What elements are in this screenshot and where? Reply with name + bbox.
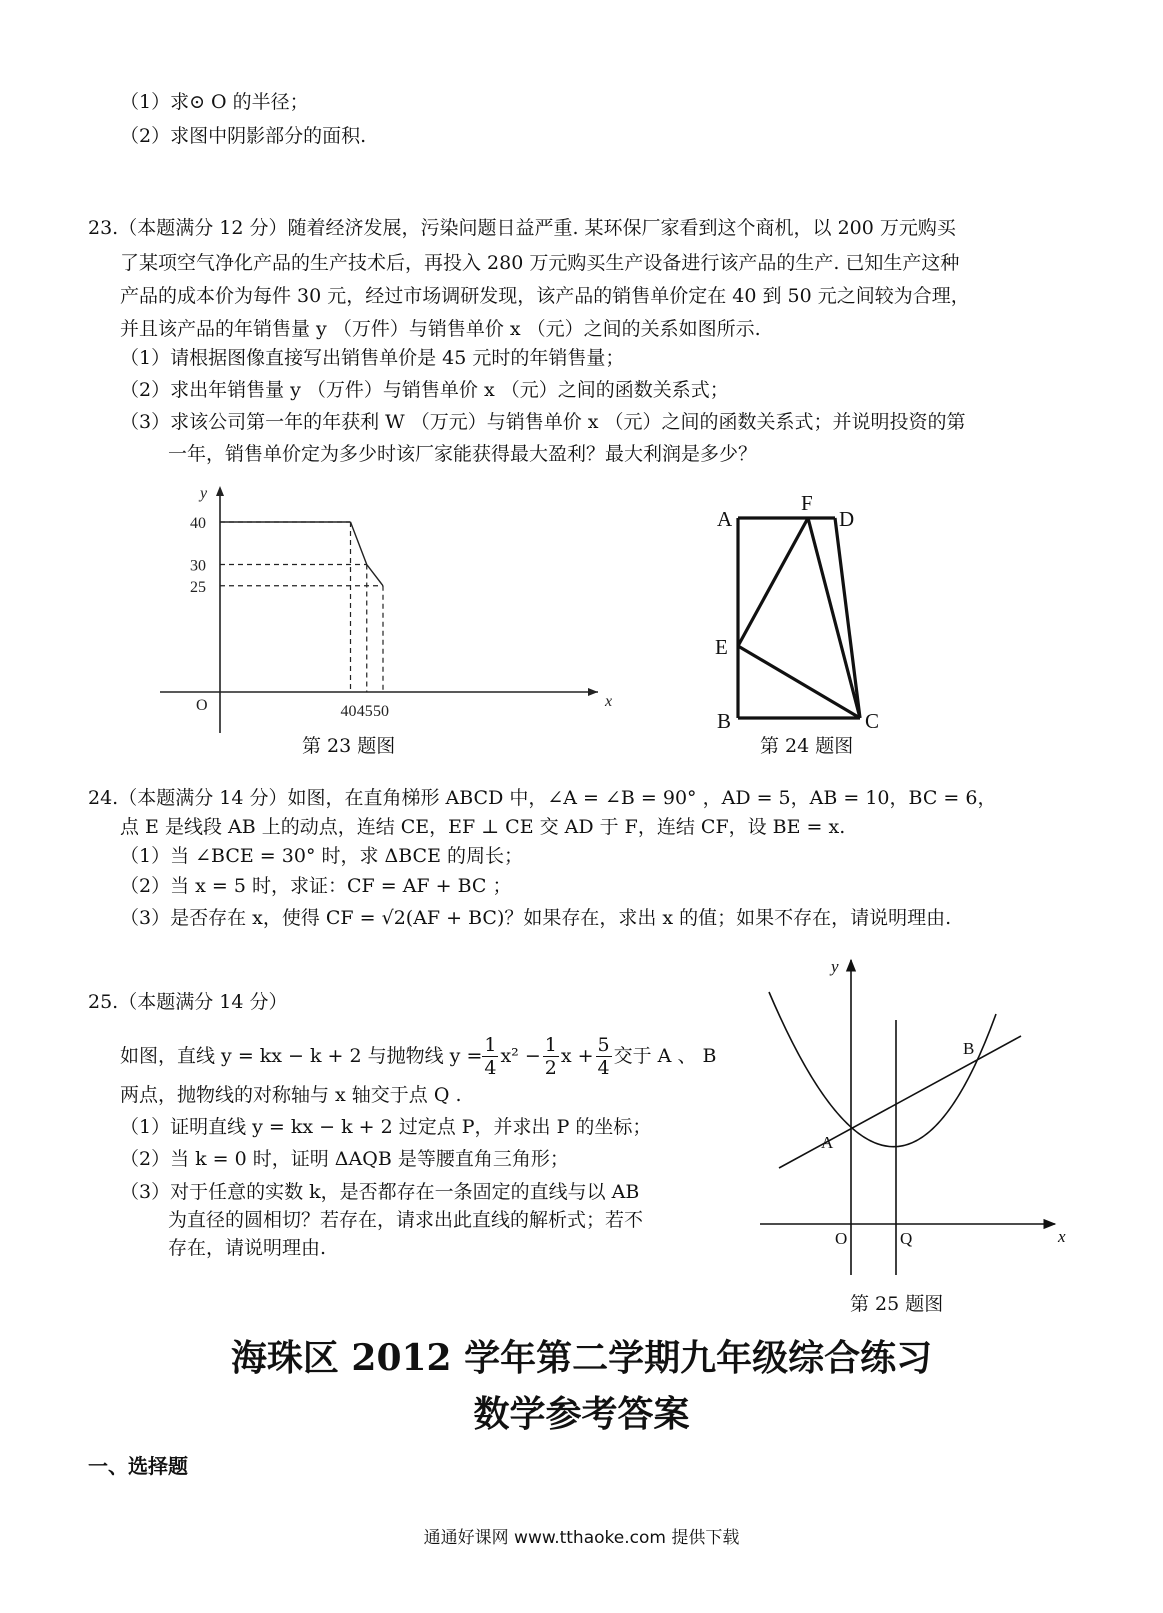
- label-d: D: [839, 507, 855, 531]
- q23-sub1: （1）请根据图像直接写出销售单价是 45 元时的年销售量；: [120, 347, 625, 369]
- q23-chart: [150, 478, 630, 738]
- q24-figure: [705, 488, 905, 738]
- label-y: y: [831, 957, 839, 976]
- fraction-1-2: $\frac{1}{2}$: [544, 1033, 557, 1079]
- label-a: A: [717, 507, 733, 531]
- q25-sub3b: 为直径的圆相切？若存在，请求出此直线的解析式；若不: [168, 1209, 644, 1231]
- q24-sub3: （3）是否存在 x，使得 CF = √2(AF + BC)？如果存在，求出 x 的值；如果不存在，请说明理由.: [120, 907, 952, 929]
- q24-line1: 24.（本题满分 14 分）如图，在直角梯形 ABCD 中，∠A = ∠B = 90° ，AD = 5，AB = 10，BC = 6，: [88, 787, 997, 809]
- q22-sub1: （1）求⊙ O 的半径；: [120, 91, 309, 113]
- q24-sub1: （1）当 ∠BCE = 30° 时，求 ΔBCE 的周长；: [120, 845, 524, 867]
- x-tick-45: 45: [356, 703, 373, 720]
- x-tick-40: 40: [340, 703, 357, 720]
- section-heading: 一、选择题: [88, 1454, 188, 1478]
- q25-sub3a: （3）对于任意的实数 k，是否都存在一条固定的直线与以 AB: [120, 1181, 640, 1203]
- q25-line2: 两点，抛物线的对称轴与 x 轴交于点 Q .: [120, 1084, 462, 1106]
- line-ab: [779, 1036, 1021, 1168]
- label-b: B: [963, 1039, 975, 1058]
- label-x: x: [1058, 1227, 1066, 1246]
- q22-sub2: （2）求图中阴影部分的面积.: [120, 125, 367, 147]
- label-a: A: [821, 1133, 834, 1152]
- q25-term2: x +: [560, 1045, 594, 1067]
- y-tick-30: 30: [190, 557, 206, 575]
- answer-title-2: 数学参考答案: [473, 1393, 690, 1435]
- label-e: E: [715, 635, 728, 659]
- q23-line3: 产品的成本价为每件 30 元，经过市场调研发现，该产品的销售单价定在 40 到 50 元之间较为合理，: [120, 285, 970, 307]
- segment-dc: [835, 518, 860, 718]
- q23-caption: 第 23 题图: [302, 735, 396, 757]
- q25-sub3c: 存在，请说明理由.: [168, 1237, 327, 1259]
- q25-intro-b: 交于 A 、 B: [613, 1045, 717, 1067]
- x-tick-50: 50: [373, 703, 389, 720]
- q23-sub3a: （3）求该公司第一年的年获利 W （万元）与销售单价 x （元）之间的函数关系式；并说明投资的第: [120, 411, 966, 433]
- segment-fc: [808, 518, 860, 718]
- parabola: [769, 992, 996, 1147]
- q25-intro-a: 如图，直线 y = kx − k + 2 与抛物线 y =: [120, 1045, 483, 1067]
- segment-ef: [738, 518, 808, 646]
- fraction-1-4: $\frac{1}{4}$: [484, 1033, 497, 1079]
- q24-line2: 点 E 是线段 AB 上的动点，连结 CE，EF ⊥ CE 交 AD 于 F，连结 CF，设 BE = x.: [120, 816, 846, 838]
- q25-intro: [120, 1030, 716, 1082]
- y-tick-25: 25: [190, 578, 206, 596]
- q25-term1: x² −: [500, 1045, 541, 1067]
- q25-figure: [755, 950, 1075, 1280]
- segment-ec: [738, 646, 860, 718]
- fraction-5-4: $\frac{5}{4}$: [597, 1033, 610, 1079]
- label-o: O: [835, 1229, 848, 1248]
- label-b: B: [717, 709, 732, 733]
- label-c: C: [865, 709, 880, 733]
- label-q: Q: [900, 1229, 913, 1248]
- q23-line1: 23.（本题满分 12 分）随着经济发展，污染问题日益严重. 某环保厂家看到这个商机，以 200 万元购买: [88, 217, 956, 239]
- y-axis-label: y: [200, 485, 208, 502]
- q23-sub2: （2）求出年销售量 y （万件）与销售单价 x （元）之间的函数关系式；: [120, 379, 729, 401]
- footer: 通通好课网 www.tthaoke.com 提供下载: [423, 1528, 740, 1548]
- y-axis-arrow: [216, 486, 224, 496]
- label-f: F: [801, 491, 813, 515]
- q25-sub1: （1）证明直线 y = kx − k + 2 过定点 P，并求出 P 的坐标；: [120, 1116, 652, 1138]
- q24-caption: 第 24 题图: [760, 735, 854, 757]
- q23-sub3b: 一年，销售单价定为多少时该厂家能获得最大盈利？最大利润是多少？: [168, 443, 758, 465]
- q25-sub2: （2）当 k = 0 时，证明 ΔAQB 是等腰直角三角形；: [120, 1148, 569, 1170]
- answer-title-1: 海珠区 2012 学年第二学期九年级综合练习: [230, 1337, 933, 1379]
- q23-line2: 了某项空气净化产品的生产技术后，再投入 280 万元购买生产设备进行该产品的生产. 已知生产这种: [120, 252, 960, 274]
- y-tick-40: 40: [190, 515, 206, 532]
- x-axis-label: x: [605, 693, 613, 710]
- x-axis-arrow: [588, 688, 598, 696]
- q25-head: 25.（本题满分 14 分）: [88, 991, 288, 1013]
- q25-caption: 第 25 题图: [850, 1293, 944, 1315]
- q24-sub2: （2）当 x = 5 时，求证：CF = AF + BC ；: [120, 875, 512, 897]
- origin-label: O: [196, 697, 208, 714]
- q23-line4: 并且该产品的年销售量 y （万件）与销售单价 x （元）之间的关系如图所示.: [120, 318, 761, 340]
